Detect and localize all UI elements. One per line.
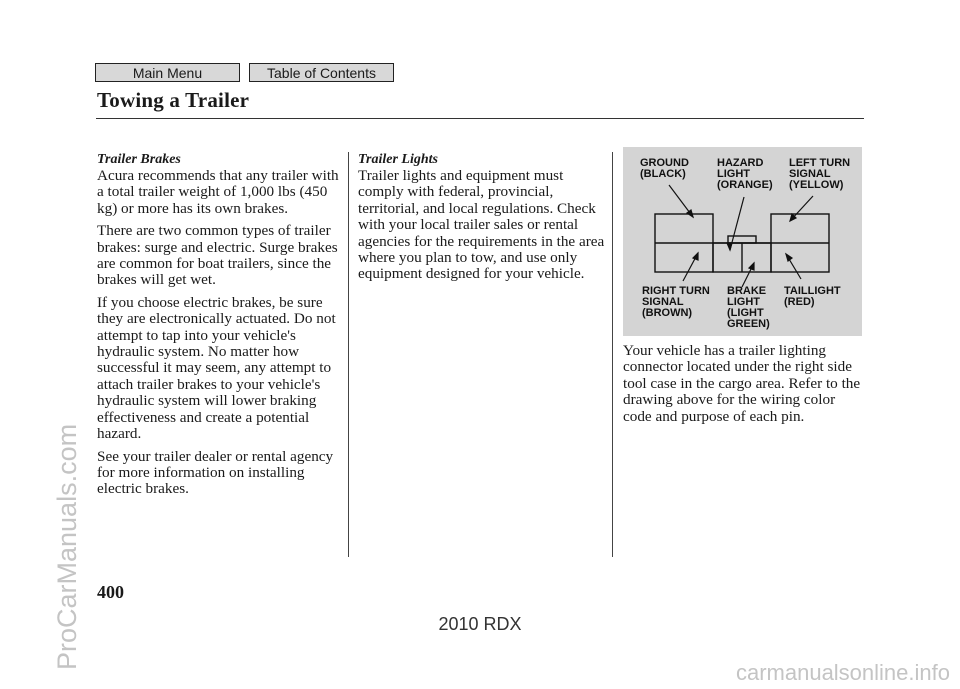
column-divider bbox=[612, 152, 613, 557]
column-divider bbox=[348, 152, 349, 557]
left-turn-signal-label: LEFT TURN SIGNAL (YELLOW) bbox=[789, 157, 851, 191]
table-of-contents-button[interactable]: Table of Contents bbox=[249, 63, 394, 82]
hazard-leader-line bbox=[730, 197, 744, 250]
connector-wiring-diagram bbox=[623, 147, 862, 336]
trailer-brakes-paragraph-2: There are two common types of trailer brakes: surge and electric. Surge brakes are common for boat trailers, since the brakes will get wet. bbox=[97, 222, 338, 289]
trailer-brakes-column bbox=[97, 152, 342, 504]
page-number: 400 bbox=[97, 582, 124, 602]
title-rule bbox=[96, 118, 864, 119]
trailer-lights-paragraph: Trailer lights and equipment must comply with federal, provincial, territorial, and local regulations. Check with your local trailer sales or rental agencies for the requirements in the area where you plan to tow, and use only equipment designed for your vehicle. bbox=[358, 167, 605, 283]
watermark-bottom: carmanualsonline.info bbox=[735, 660, 950, 685]
trailer-lights-heading: Trailer Lights bbox=[358, 152, 438, 167]
right-turn-signal-label: RIGHT TURN SIGNAL (BROWN) bbox=[642, 285, 710, 319]
section-title: Towing a Trailer bbox=[97, 88, 250, 112]
ground-label: GROUND (BLACK) bbox=[640, 157, 689, 180]
trailer-brakes-paragraph-3: If you choose electric brakes, be sure they are electronically actuated. Do not attempt to tap into your vehicle's hydraulic system. No matter how successful it may seem, any attempt to attach trailer brakes to your vehicle's hydraulic system will lower braking effectiveness and create a potential hazard. bbox=[97, 293, 336, 443]
hazard-light-label: HAZARD LIGHT (ORANGE) bbox=[717, 157, 773, 191]
trailer-lights-column bbox=[358, 152, 608, 289]
watermark-left: ProCarManuals.com bbox=[52, 423, 82, 670]
connector-column bbox=[623, 343, 863, 431]
trailer-brakes-paragraph-1: Acura recommends that any trailer with a total trailer weight of 1,000 lbs (450 kg) or more has its own brakes. bbox=[97, 167, 339, 217]
footer-model: 2010 RDX bbox=[438, 614, 522, 634]
trailer-brakes-heading: Trailer Brakes bbox=[97, 152, 181, 167]
brake-light-label: BRAKE LIGHT (LIGHT GREEN) bbox=[727, 285, 770, 330]
taillight-label: TAILLIGHT (RED) bbox=[784, 285, 841, 308]
trailer-brakes-paragraph-4: See your trailer dealer or rental agency for more information on installing electric brakes. bbox=[97, 447, 334, 498]
main-menu-button[interactable]: Main Menu bbox=[95, 63, 240, 82]
connector-paragraph: Your vehicle has a trailer lighting connector located under the right side tool case in the cargo area. Refer to the drawing above for the wiring color code and purpose of each pin. bbox=[623, 342, 861, 425]
